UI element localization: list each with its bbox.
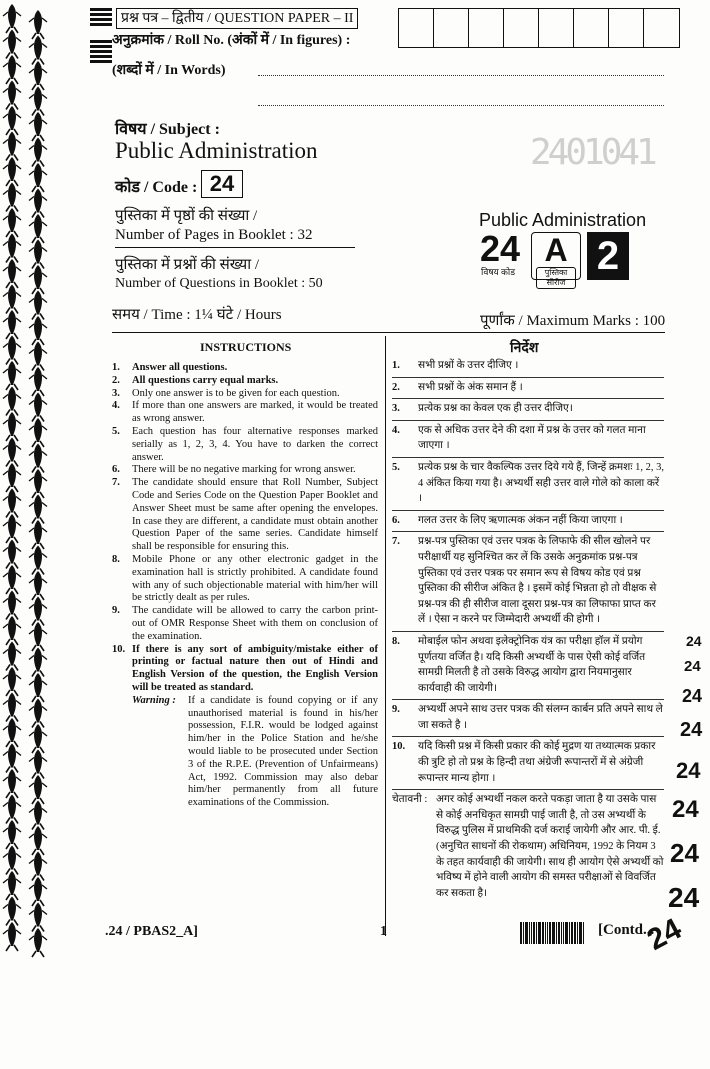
- fish-icon: [3, 693, 21, 722]
- fish-icon: [3, 795, 21, 824]
- fish-icon: [29, 928, 47, 957]
- instruction-number: 7.: [392, 536, 400, 548]
- divider: [392, 736, 664, 737]
- fish-icon: [29, 597, 47, 626]
- fish-icon: [3, 489, 21, 518]
- fish-icon: [3, 183, 21, 212]
- fish-icon: [3, 81, 21, 110]
- fish-icon: [29, 444, 47, 473]
- fish-icon: [3, 285, 21, 314]
- question-paper-label: प्रश्न पत्र – द्वितीय / QUESTION PAPER – II: [116, 8, 358, 29]
- fish-icon: [29, 214, 47, 243]
- subject-name: Public Administration: [115, 138, 318, 163]
- fish-icon: [3, 132, 21, 161]
- divider: [392, 377, 664, 378]
- warning-text: If a candidate is found copying or if any unauthorised material is found in his/her possession, F.I.R. would be lodged against him/her in the Police Station and he/she would liable to be prosecuted under Section 3 of the R.P.E. (Prevention of Unfairmeans) Act, 1992. Commission may also debar him/her permanently from all future examinations of the Commission.: [188, 694, 378, 809]
- questions-label-english: Number of Questions in Booklet : 50: [115, 276, 323, 291]
- instruction-number: 7.: [112, 477, 120, 489]
- instruction-number: 2.: [112, 374, 120, 386]
- fish-icon: [29, 291, 47, 320]
- fish-icon: [3, 820, 21, 849]
- divider: [392, 531, 664, 532]
- continued-label: [Contd...: [598, 922, 655, 938]
- fish-icon: [29, 316, 47, 345]
- side-mark: 24: [684, 658, 701, 675]
- instruction-text-hindi: यदि किसी प्रश्न में किसी प्रकार की कोई मुद्रण या तथ्यात्मक प्रकार की त्रुटि हो तो प्रश्न के हिन्दी तथा अंग्रेजी रूपान्तरों में से अंग्रेजी रूपान्तर मान्य होगा ।: [418, 741, 656, 784]
- instruction-text-hindi: सभी प्रश्नों के उत्तर दीजिए ।: [418, 360, 519, 371]
- instruction-text: Answer all questions.: [132, 362, 228, 373]
- fish-icon: [29, 903, 47, 932]
- side-mark: 24: [680, 719, 703, 741]
- instruction-item: [112, 426, 378, 464]
- fish-icon: [3, 871, 21, 900]
- fish-icon: [29, 163, 47, 192]
- warning-label-hindi: चेतावनी :: [392, 794, 428, 806]
- side-mark: 24: [670, 838, 699, 868]
- fish-icon: [3, 4, 21, 33]
- instructions-english: [112, 362, 378, 810]
- instruction-text: If more than one answers are marked, it would be treated as wrong answer.: [132, 400, 378, 425]
- fish-icon: [29, 750, 47, 779]
- fish-icon: [3, 463, 21, 492]
- divider: [392, 398, 664, 399]
- roll-number-label: अनुक्रमांक / Roll No. (अंकों में / In figures) :: [112, 33, 351, 48]
- barcode-icon: [520, 922, 590, 944]
- roll-number-boxes[interactable]: [398, 8, 680, 48]
- instruction-number: 4.: [392, 424, 400, 436]
- fish-icon: [29, 520, 47, 549]
- decorative-fish-border: [0, 0, 58, 960]
- instruction-text: There will be no negative marking for wrong answer.: [132, 464, 356, 476]
- fish-icon: [3, 106, 21, 135]
- instruction-text-hindi: मोबाईल फोन अथवा इलेक्ट्रोनिक यंत्र का परीक्षा हॉल में प्रयोग पूर्णतया वर्जित है। यदि किसी अभ्यर्थी के पास ऐसी कोई वर्जित सामग्री मिलती है तो उसके विरुद्ध आयोग द्वारा नियमानुसार कार्यवाही की जायेगी।: [418, 635, 646, 694]
- subject-code-box: 24: [201, 170, 243, 198]
- booklet-series-caption: पुस्तिका सीरीज: [536, 267, 576, 289]
- divider: [392, 631, 664, 632]
- warning-text-hindi: अगर कोई अभ्यर्थी नकल करते पकड़ा जाता है या उसके पास से कोई अनधिकृत सामग्री पाई जाती है, तो उस अभ्यर्थी के विरुद्ध पुलिस में प्राथमिकी दर्ज कराई जायेगी और आर. पी. ई. (अनुचित साधनों की रोकथाम) अधिनियम, 1992 के नियम 3 के तहत कार्यवाही की जायेगी। साथ ही आयोग ऐसे अभ्यर्थी को भविष्य में होने वाली आयोग की समस्त परीक्षाओं से विवर्जित कर सकता है।: [436, 794, 664, 899]
- side-mark: 24: [668, 882, 700, 913]
- fish-icon: [3, 667, 21, 696]
- instruction-item-hindi: [392, 513, 664, 529]
- series-subject-code: 24: [480, 228, 521, 269]
- fish-icon: [3, 897, 21, 926]
- booklet-series-letter: A: [544, 232, 568, 268]
- divider: [115, 247, 355, 248]
- maximum-marks-label: पूर्णांक / Maximum Marks : 100: [480, 313, 666, 329]
- fish-icon: [3, 336, 21, 365]
- fish-icon: [29, 265, 47, 294]
- fish-icon: [3, 157, 21, 186]
- instruction-text-hindi: प्रश्न-पत्र पुस्तिका एवं उत्तर पत्रक के लिफाफे की सील खोलने पर परीक्षार्थी यह सुनिश्चित कर लें कि उसके अनुक्रमांक प्रश्न-पत्र पुस्तिका एवं उत्तर पत्रक पर समान रूप से विषय कोड एवं प्रश्न पुस्तिका की सीरीज अंकित है । इसमें कोई भिन्नता हो तो वीक्षक से प्रश्न-पत्र की ही सीरीज वाला दूसरा प्रश्न-पत्र का लिफाफा प्राप्त कर लें । ऐसा न करने पर जिम्मेदारी अभ्यर्थी की होगी ।: [418, 536, 657, 626]
- fish-icon: [29, 393, 47, 422]
- fish-icon: [3, 361, 21, 390]
- header-bars-icon: [90, 8, 112, 28]
- questions-label-hindi: पुस्तिका में प्रश्नों की संख्या /: [115, 257, 260, 273]
- fish-icon: [29, 342, 47, 371]
- instruction-text: All questions carry equal marks.: [132, 374, 279, 386]
- fish-icon: [3, 616, 21, 645]
- instruction-number: 5.: [112, 425, 120, 437]
- instruction-text-hindi: प्रत्येक प्रश्न के चार वैकल्पिक उत्तर दिये गये हैं, जिन्हें क्रमशः 1, 2, 3, 4 अंकित किया गया है। अभ्यर्थी सही उत्तर वाले गोले को काला करें ।: [418, 461, 664, 505]
- handwritten-code: 24: [641, 912, 687, 957]
- subject-label: विषय / Subject :: [115, 121, 220, 138]
- fish-icon: [29, 877, 47, 906]
- instruction-number: 1.: [112, 362, 120, 373]
- fish-icon: [29, 10, 47, 39]
- instruction-item-hindi: [392, 460, 664, 507]
- instruction-item: [112, 554, 378, 605]
- instruction-item-hindi: [392, 702, 664, 733]
- fish-icon: [29, 469, 47, 498]
- instruction-item-hindi: [392, 739, 664, 786]
- time-label: समय / Time : 1¼ घंटे / Hours: [112, 307, 282, 323]
- fish-icon: [29, 673, 47, 702]
- fish-icon: [29, 61, 47, 90]
- instruction-number: 9.: [112, 605, 120, 617]
- instruction-text: Each question has four alternative responses marked serially as 1, 2, 3, 4. You have to darken the correct answer.: [132, 425, 378, 463]
- fish-icon: [3, 922, 21, 951]
- fish-icon: [29, 648, 47, 677]
- instruction-text-hindi: प्रत्येक प्रश्न का केवल एक ही उत्तर दीजिए।: [418, 403, 573, 415]
- instruction-number: 8.: [112, 553, 120, 565]
- fish-icon: [3, 234, 21, 263]
- series-subject-name: Public Administration: [479, 210, 647, 230]
- instruction-item-hindi: [392, 358, 664, 374]
- header-divider: [112, 332, 665, 333]
- instruction-number: 6.: [112, 464, 120, 476]
- fish-icon: [29, 418, 47, 447]
- instruction-item: [112, 644, 378, 695]
- instruction-number: 3.: [392, 403, 400, 415]
- divider: [392, 510, 664, 511]
- fish-icon: [29, 367, 47, 396]
- side-mark: 24: [676, 758, 701, 783]
- fish-icon: [29, 571, 47, 600]
- fish-icon: [3, 514, 21, 543]
- subject-code-caption: विषय कोड: [481, 267, 516, 277]
- instruction-item-hindi: [392, 534, 664, 628]
- fish-icon: [3, 846, 21, 875]
- instruction-item: [112, 400, 378, 426]
- fish-icon: [29, 189, 47, 218]
- instruction-text: Mobile Phone or any other electronic gadget in the examination hall is strictly prohibited. A candidate found with any of such objectionable material with him/her will be strictly dealt as per rules.: [132, 553, 378, 604]
- fish-icon: [3, 718, 21, 747]
- instruction-text-hindi: अभ्यर्थी अपने साथ उत्तर पत्रक की संलग्न कार्बन प्रति अपने साथ ले जा सकते है ।: [418, 704, 663, 731]
- side-mark: 24: [686, 633, 702, 649]
- instructions-hindi-title: निर्देश: [510, 341, 539, 356]
- instruction-number: 4.: [112, 400, 120, 412]
- instruction-item: [112, 362, 378, 375]
- roll-number-words-label: (शब्दों में / In Words): [112, 63, 226, 78]
- instruction-item: [112, 375, 378, 388]
- fish-icon: [29, 112, 47, 141]
- instruction-item: [112, 388, 378, 401]
- fish-icon: [3, 769, 21, 798]
- fish-icon: [3, 412, 21, 441]
- booklet-series-box: [531, 232, 581, 287]
- fish-icon: [29, 801, 47, 830]
- instruction-item-hindi: [392, 423, 664, 454]
- serial-stamp: 2401041: [530, 132, 654, 173]
- roll-words-line-2[interactable]: [258, 92, 664, 106]
- fish-icon: [3, 438, 21, 467]
- fish-icon: [29, 724, 47, 753]
- fish-icon: [3, 310, 21, 339]
- fish-icon: [3, 565, 21, 594]
- fish-icon: [29, 852, 47, 881]
- instruction-item: [112, 605, 378, 643]
- fish-icon: [3, 208, 21, 237]
- instruction-number: 6.: [392, 514, 400, 526]
- instruction-number: 10.: [392, 741, 406, 753]
- fish-icon: [3, 591, 21, 620]
- fish-icon: [29, 699, 47, 728]
- instruction-item: [112, 477, 378, 554]
- warning-block: [132, 695, 378, 810]
- instruction-text: The candidate should ensure that Roll Number, Subject Code and Series Code on the Question Paper Booklet and Answer Sheet must be same after opening the envelopes. In case they are different, a candidate must obtain another Question Paper of the same series. Candidate himself shall be responsible for ensuring this.: [132, 477, 378, 553]
- fish-icon: [29, 826, 47, 855]
- fish-icon: [29, 138, 47, 167]
- fish-icon: [3, 642, 21, 671]
- instruction-text-hindi: सभी प्रश्नों के अंक समान हैं ।: [418, 381, 523, 393]
- fish-icon: [29, 87, 47, 116]
- instruction-number: 9.: [392, 704, 400, 716]
- instruction-text-hindi: एक से अधिक उत्तर देने की दशा में प्रश्न के उत्तर को गलत माना जाएगा ।: [418, 424, 646, 452]
- divider: [392, 457, 664, 458]
- fish-icon: [29, 775, 47, 804]
- instruction-text-hindi: गलत उत्तर के लिए ऋणात्मक अंकन नहीं किया जाएगा ।: [418, 514, 623, 526]
- warning-label: Warning :: [132, 694, 176, 706]
- code-label: कोड / Code :: [115, 179, 198, 196]
- divider: [392, 420, 664, 421]
- instruction-number: 1.: [392, 360, 400, 371]
- fish-icon: [3, 259, 21, 288]
- instruction-text: The candidate will be allowed to carry the carbon print-out of OMR Response Sheet with them on conclusion of the examination.: [132, 605, 378, 642]
- side-mark: 24: [672, 796, 699, 823]
- fish-icon: [29, 240, 47, 269]
- page-number: 1: [380, 924, 387, 939]
- instructions-hindi: [392, 358, 664, 901]
- fish-icon: [3, 744, 21, 773]
- instruction-text: If there is any sort of ambiguity/mistake either of printing or factual nature then out of Hindi and English Version of the question, the English Version will be treated as standard.: [132, 643, 378, 693]
- fish-icon: [29, 495, 47, 524]
- instructions-title: INSTRUCTIONS: [200, 340, 292, 354]
- instruction-number: 5.: [392, 461, 400, 473]
- instruction-item-hindi: [392, 401, 664, 417]
- paper-set-number: 2: [587, 232, 629, 280]
- divider: [392, 789, 664, 790]
- fish-icon: [3, 387, 21, 416]
- fish-icon: [29, 622, 47, 651]
- warning-block-hindi: [392, 792, 664, 901]
- fish-icon: [29, 36, 47, 65]
- instruction-number: 8.: [392, 635, 400, 647]
- instruction-number: 3.: [112, 387, 120, 399]
- side-mark: 24: [682, 686, 703, 706]
- divider: [392, 699, 664, 700]
- instruction-item-hindi: [392, 634, 664, 696]
- footer-paper-code: .24 / PBAS2_A]: [105, 924, 198, 939]
- fish-icon: [3, 30, 21, 59]
- pages-label-english: Number of Pages in Booklet : 32: [115, 227, 313, 243]
- instruction-item: [112, 464, 378, 477]
- fish-icon: [3, 540, 21, 569]
- instruction-item-hindi: [392, 380, 664, 396]
- fish-icon: [3, 55, 21, 84]
- pages-label-hindi: पुस्तिका में पृष्ठों की संख्या /: [115, 208, 258, 224]
- roll-words-line-1[interactable]: [258, 62, 664, 76]
- column-divider: [385, 336, 386, 936]
- instruction-text: Only one answer is to be given for each question.: [132, 387, 340, 399]
- header-bars-icon-2: [90, 40, 112, 65]
- fish-icon: [29, 546, 47, 575]
- instruction-number: 10.: [112, 643, 126, 655]
- instruction-number: 2.: [392, 381, 400, 393]
